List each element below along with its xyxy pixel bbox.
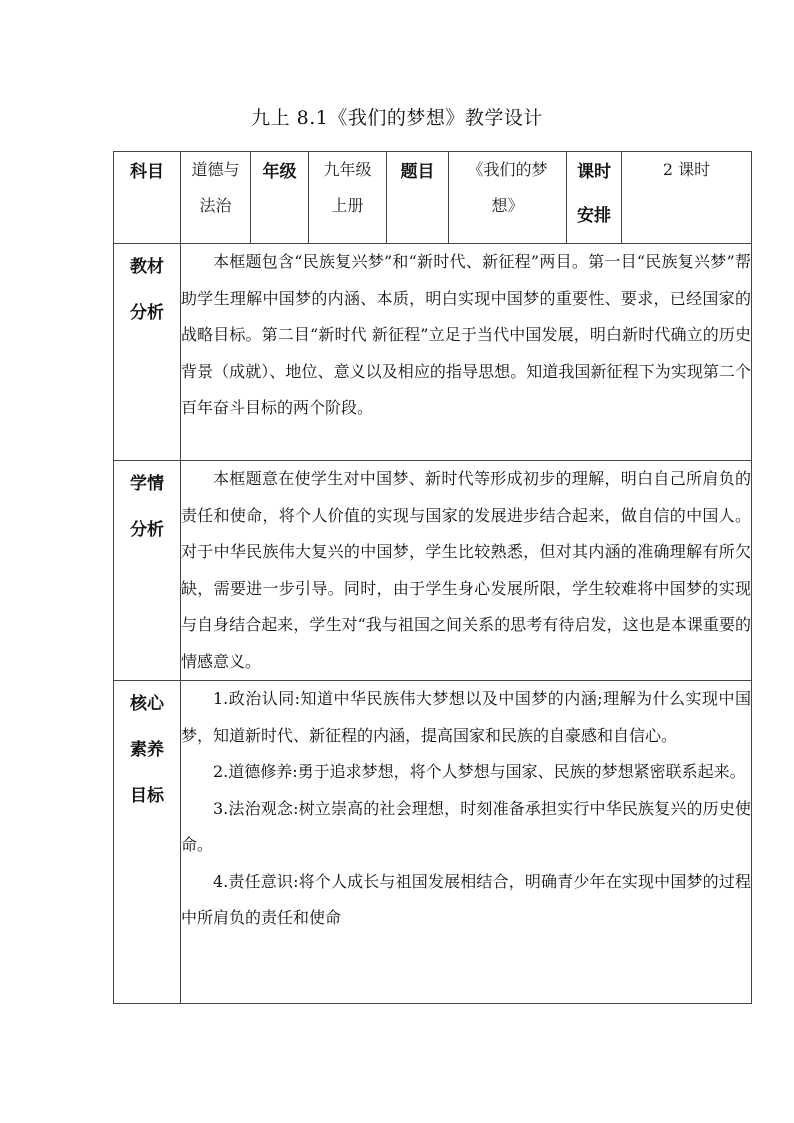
topic-value [449, 152, 567, 244]
student-analysis-label-line2: 分析 [130, 520, 164, 540]
student-analysis-text: 本框题意在使学生对中国梦、新时代等形成初步的理解，明白自己所肩负的责任和使命，将个人价值的实现与国家的发展进步结合起来，做自信的中国人。对于中华民族伟大复兴的中国梦，学生比较熟悉，但对其内涵的准确理解有所欠缺，需要进一步引导。同时，由于学生身心发展所限，学生较难将中国梦的实现与自身结合起来，学生对“我与祖国之间关系的思考有待启发，这也是本课重要的情感意义。 [181, 469, 751, 671]
core-goals-label [114, 681, 181, 1004]
student-analysis-label [114, 461, 181, 681]
core-goals-row [114, 681, 752, 1004]
goal-item: 2.道德修养:勇于追求梦想，将个人梦想与国家、民族的梦想紧密联系起来。 [213, 762, 746, 781]
textbook-analysis-content [181, 244, 752, 461]
subject-value-line2: 法治 [199, 196, 232, 215]
topic-value-line1: 《我们的梦 [467, 160, 548, 179]
goal-item: 3.法治观念:树立崇高的社会理想，时刻准备承担实行中华民族复兴的历史使命。 [181, 798, 751, 854]
lesson-design-table [113, 151, 752, 1004]
topic-label [387, 152, 449, 244]
core-goals-label-line2: 素养 [130, 740, 164, 760]
grade-value-line2: 上册 [331, 196, 364, 215]
textbook-analysis-row [114, 244, 752, 461]
goal-item: 4.责任意识:将个人成长与祖国发展相结合，明确青少年在实现中国梦的过程中所肩负的责任和使命 [181, 871, 751, 927]
schedule-label-line2: 安排 [577, 206, 611, 226]
header-row [114, 152, 752, 244]
textbook-analysis-text: 本框题包含“民族复兴梦”和“新时代、新征程”两目。第一目“民族复兴梦”帮助学生理解中国梦的内涵、本质，明白实现中国梦的重要性、要求，已经国家的战略目标。第二目“新时代 新征程”立足于当代中国发展，明白新时代确立的历史背景（成就）、地位、意义以及相应的指导思想。知道我国新征程下为实现第二个百年奋斗目标的两个阶段。 [181, 252, 751, 417]
textbook-analysis-label [114, 244, 181, 461]
schedule-value-text: 2 课时 [662, 160, 711, 179]
student-analysis-label-line1: 学情 [130, 474, 164, 494]
schedule-label [567, 152, 622, 244]
grade-value [309, 152, 387, 244]
core-goals-label-line1: 核心 [130, 694, 164, 714]
document-title: 九上 8.1《我们的梦想》教学设计 [251, 107, 543, 129]
topic-value-line2: 想》 [491, 196, 524, 215]
subject-value-line1: 道德与 [191, 160, 240, 179]
grade-value-line1: 九年级 [323, 160, 372, 179]
schedule-label-line1: 课时 [577, 162, 611, 182]
subject-value [181, 152, 251, 244]
student-analysis-content [181, 461, 752, 681]
topic-label-text: 题目 [400, 162, 435, 182]
subject-label [114, 152, 181, 244]
student-analysis-row [114, 461, 752, 681]
subject-label-text: 科目 [130, 162, 164, 182]
goal-item: 1.政治认同:知道中华民族伟大梦想以及中国梦的内涵;理解为什么实现中国梦，知道新时代、新征程的内涵，提高国家和民族的自豪感和自信心。 [181, 689, 751, 745]
core-goals-label-line3: 目标 [130, 786, 164, 806]
textbook-analysis-label-line2: 分析 [130, 303, 164, 323]
textbook-analysis-label-line1: 教材 [130, 257, 164, 277]
grade-label [251, 152, 309, 244]
core-goals-content [181, 681, 752, 1004]
grade-label-text: 年级 [262, 162, 297, 182]
schedule-value [622, 152, 752, 244]
